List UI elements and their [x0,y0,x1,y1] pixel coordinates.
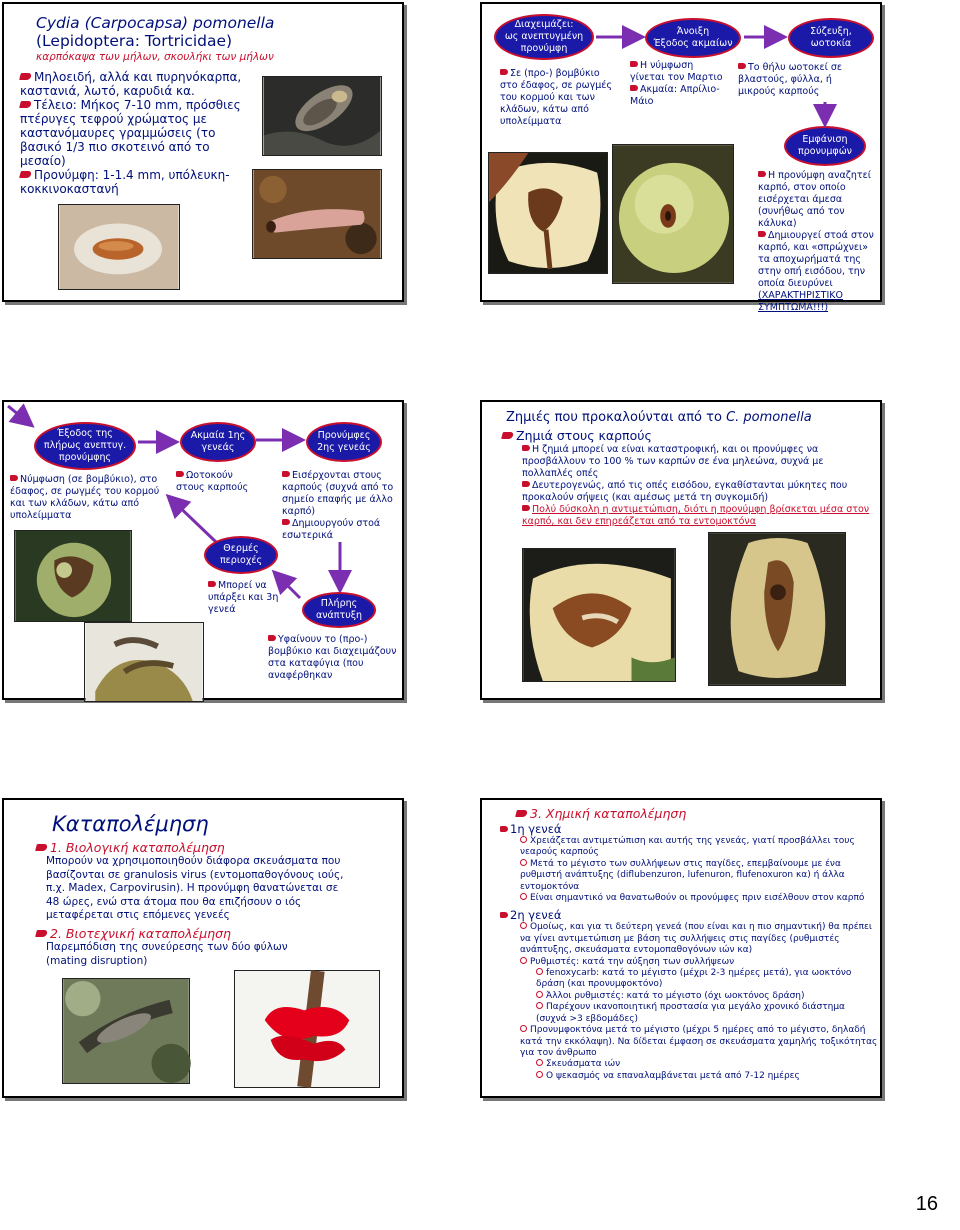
slide6-body: 1η γενεά Χρειάζεται αντιμετώπιση και αυτής της γενεάς, γιατί προσβάλλει τους νεαρούς καρπούς Μετά το μέγιστο των συλλήψεων στις παγίδες, επεμβαίνουμε με ένα ρυθμιστή ανάπτυξης (diflubenzuron, lufenuron, flufenoxuron κα) ή άλλα εντομοκτόνα Είναι σημαντικό να θανατωθούν οι προνύμφες πριν εισέλθουν στον καρπό 2η γενεά Ομοίως, και για τι δεύτερη γενεά (που είναι και η πιο σημαντική) θα πρέπει να γίνει αντιμετώπιση με βάση τις συλλήψεις στις παγίδες (ρυθμιστές ανάπτυξης, σκευάσματα εντομοπαθογόνων ιών κα) Ρυθμιστές: κατά την αύξηση των συλλήψεων fenoxycarb: κατά το μέγιστο (μέχρι 2-3 ημέρες μετά), για ωοκτόνο δράση (και προνυμφοκτόνο) Άλλοι ρυθμιστές: κατά το μέγιστο (όχι ωοκτόνος δράση) Παρέχουν ικανοποιητική προστασία για μεγάλο χρονικό διάστημα (συχνά >3 εβδομάδες) Προνυμφοκτόνα μετά το μέγιστο (μέχρι 5 ημέρες από το μέγιστο, δηλαδή κατά την εκκόλαψη). Να δίδεται έμφαση σε σκευάσματα χαμηλής τοξικότητας για τον άνθρωπο Σκευάσματα ιών Ο ψεκασμός να επαναλαμβάνεται μετά από 7-12 ημέρες [500,822,878,1082]
bullet-icon [19,73,32,80]
moth-branch-photo [62,978,190,1084]
slide1-bullets [20,70,256,196]
slide4-heading: Ζημιά στους καρπούς [502,428,652,443]
slide-5 [2,798,404,1098]
oval-adults: Ακμαία 1ης γενεάς [180,422,256,462]
bullet-hosts: Μηλοειδή, αλλά και πυρηνόκαρπα, καστανιά, λωτό, καρυδιά κα. [20,70,242,98]
bullet-icon [536,1071,543,1078]
bullet-icon [630,85,638,91]
gen1-heading: 1η γενεά [510,822,562,836]
bullet-icon [758,171,766,177]
oval-exit: Έξοδος της πλήρως ανεπτυγ. προνύμφης [34,422,136,470]
damaged-fruit-photo [14,530,132,622]
oval-larva: Εμφάνιση προνυμφών [784,126,866,166]
bullet-icon [536,1059,543,1066]
slide1-subtitle: καρπόκαψα των μήλων, σκουλήκι των μήλων [36,51,274,63]
slide6-title: 3. Χημική καταπολέμηση [516,806,686,821]
text-warm: Μπορεί να υπάρξει και 3η γενεά [208,580,279,615]
bullet-icon [282,519,290,525]
apple-entry-photo [612,144,734,284]
bullet-icon [522,445,530,451]
text-overwinter: Σε (προ-) βομβύκιο στο έδαφος, σε ρωγμές του κορμού και των κλάδων, κάτω από υπολείμματα [500,68,613,127]
slide4-items: Η ζημιά μπορεί να είναι καταστροφική, και οι προνύμφες να προσβάλλουν το 100 % των καρπών σε ένα μηλεώνα, συχνά με πολλαπλές οπές Δευτερογενώς, από τις οπές εισόδου, εγκαθίστανται μύκητες που προκαλούν σήψεις (και αμέσως μετά τη συγκομιδή) Πολύ δύσκολη η αντιμετώπιση, διότι η προνύμφη βρίσκεται μέσα στον καρπό, και δεν επηρεάζεται από τα εντομοκτόνα [522,444,870,527]
bullet-icon [520,922,527,929]
gen2-heading: 2η γενεά [510,908,562,923]
fruit-larva-photo [84,622,204,702]
bullet-icon [522,505,530,511]
bullet-icon [515,810,528,817]
order-name: (Lepidoptera: Tortricidae) [36,32,233,50]
slide1-title [36,14,376,50]
oval-mating: Σύζευξη, ωοτοκία [788,18,874,58]
slide5-title: Καταπολέμηση [52,812,209,836]
bullet-icon [520,1025,527,1032]
bullet-icon [176,471,184,477]
slide5-h2: 2. Βιοτεχνική καταπολέμηση [36,926,231,941]
text-full: Υφαίνουν το (προ-) βομβύκιο και διαχειμάζουν στα καταφύγια (που αναφέρθηκαν [268,634,397,681]
apple-tunnel-photo [522,548,676,682]
slide-3 [2,400,404,700]
oval-full: Πλήρης ανάπτυξη [302,592,376,628]
larva-photo [252,169,382,259]
bullet-icon [522,481,530,487]
text-exit: Νύμφωση (σε βομβύκιο), στο έδαφος, σε ρωγμές του κορμού και των κλάδων, κάτω από υπολείμματα [10,474,160,521]
bullet-icon [520,957,527,964]
oval-warm: Θερμές περιοχές [204,536,278,574]
slide-6 [480,798,882,1098]
bullet-icon [520,893,527,900]
text-adults: Ωοτοκούν στους καρπούς [176,470,249,493]
pear-tunnel-photo [708,532,846,686]
oval-overwinter: Διαχειμάζει: ως ανεπτυγμένη προνύμφη [494,14,594,60]
cocoon-photo [58,204,180,290]
slide-1 [2,2,404,302]
bullet-icon [520,859,527,866]
slide-4 [480,400,882,700]
species-name: Cydia (Carpocapsa) pomonella [36,14,275,32]
bullet-icon [536,1002,543,1009]
slide5-p2: Παρεμπόδιση της συνεύρεσης των δύο φύλων (mating disruption) [46,941,288,967]
bullet-icon [208,581,216,587]
text-mating: Το θήλυ ωοτοκεί σε βλαστούς, φύλλα, ή μικρούς καρπούς [738,62,843,97]
bullet-icon [19,101,32,108]
oval-larvae2: Προνύμφες 2ης γενεάς [306,422,382,462]
bullet-adult: Τέλειο: Μήκος 7-10 mm, πρόσθιες πτέρυγες τεφρού χρώματος με καστανόμαυρες γραμμώσεις (το βασικό 1/3 πιο σκοτεινό από το μεσαίο) [20,98,241,168]
bullet-icon [268,635,276,641]
bullet-icon [536,991,543,998]
bullet-icon [501,432,514,439]
dispenser-photo [234,970,380,1088]
bullet-icon [500,69,508,75]
bullet-icon [35,930,48,937]
bullet-icon [738,63,746,69]
bullet-icon [520,836,527,843]
oval-spring: Άνοιξη Έξοδος ακμαίων [645,18,741,58]
slide-2 [480,2,882,313]
text-larva: Η προνύμφη αναζητεί καρπό, στον οποίο εισέρχεται άμεσα (συνήθως από τον κάλυκα) Δημιουργεί στοά στον καρπό, και «σπρώχνει» τα αποχωρήματά της στην οπή εισόδου, την οποία διευρύνει (ΧΑΡΑΚΤΗΡΙΣΤΙΚΟ ΣΥΜΠΤΩΜΑ!!!) [758,170,880,314]
bullet-icon [10,475,18,481]
characteristic-symptom: (ΧΑΡΑΚΤΗΡΙΣΤΙΚΟ ΣΥΜΠΤΩΜΑ!!!) [758,290,843,313]
bullet-icon [758,231,766,237]
bullet-icon [630,61,638,67]
bullet-icon [19,171,32,178]
bullet-larva: Προνύμφη: 1-1.4 mm, υπόλευκη-κοκκινοκαστανή [20,168,230,196]
text-spring: Η νύμφωση γίνεται τον Μαρτιο Ακμαία: Απρίλιο-Μάιο [630,60,723,107]
slide5-h1: 1. Βιολογική καταπολέμηση [36,840,225,855]
bullet-icon [500,826,508,832]
bullet-icon [536,968,543,975]
arrow-corner [8,406,30,424]
bullet-icon [35,844,48,851]
moth-photo [262,76,382,156]
slide4-title: Ζημιές που προκαλούνται από το C. pomonella [506,410,812,425]
page-number: 16 [915,1193,938,1215]
apple-cut-photo [488,152,608,274]
slide5-p1: Μπορούν να χρησιμοποιηθούν διάφορα σκευάσματα που βασίζονται σε granulosis virus (εντομοπαθογόνους ιούς, π.χ. Madex, Carpovirusin). Η προνύμφη θανατώνεται σε 48 ώρες, ενώ στα άτομα που θα επιζήσουν ο ιός μεταφέρεται στις επόμενες γενεές [46,855,344,921]
text-larvae2: Εισέρχονται στους καρπούς (συχνά από το σημείο επαφής με άλλο καρπό) Δημιουργούν στοά εσωτερικά [282,470,394,541]
bullet-icon [282,471,290,477]
arrow-warm-to-exit [170,498,216,542]
bullet-icon [500,912,508,918]
